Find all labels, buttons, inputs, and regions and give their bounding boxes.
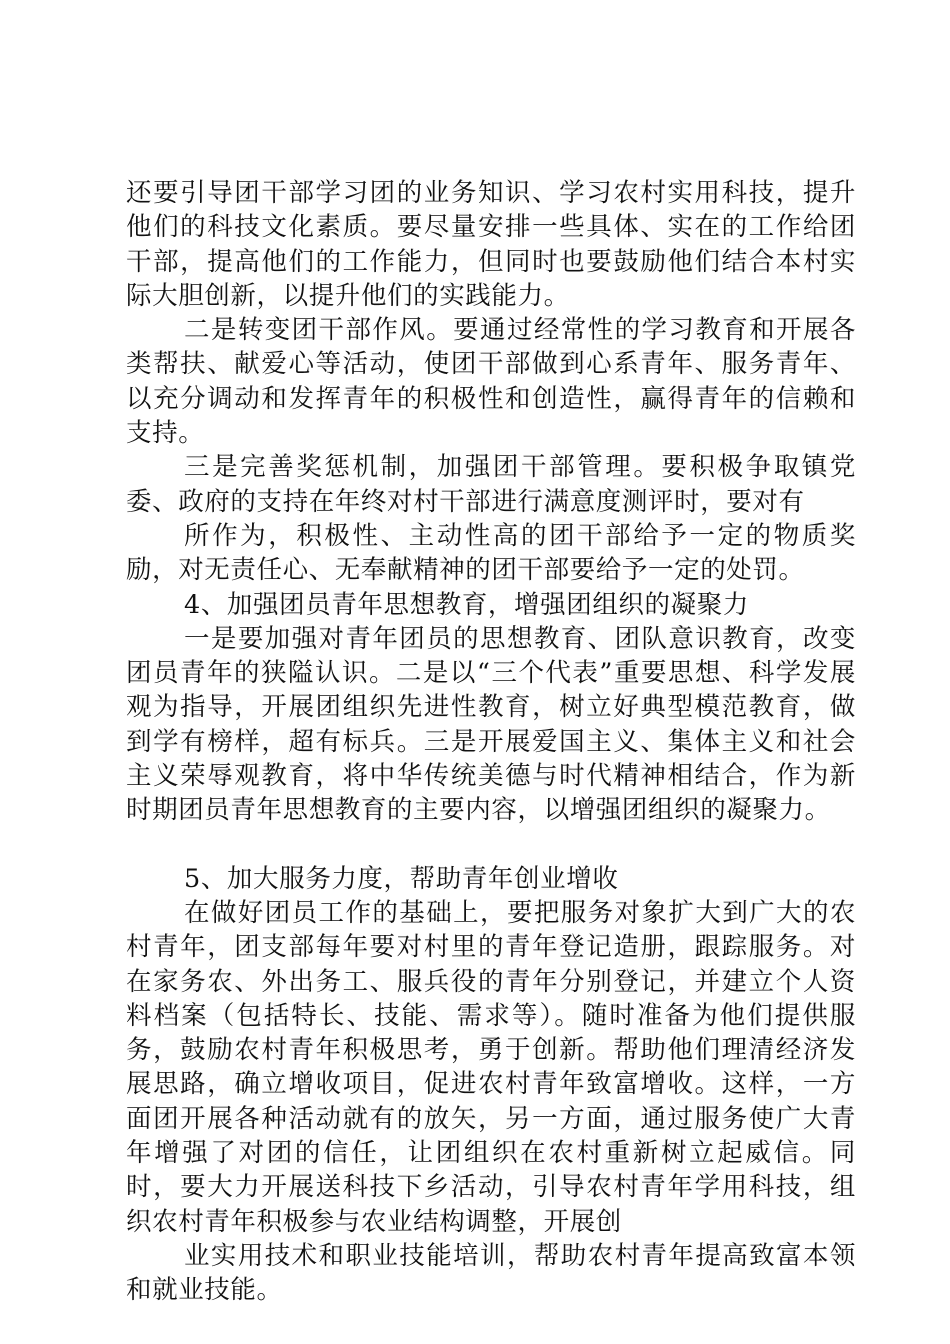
paragraph-reward-continued: 所作为，积极性、主动性高的团干部给予一定的物质奖励，对无责任心、无奉献精神的团干部要给予一定的处罚。 xyxy=(126,520,856,586)
paragraph-gap xyxy=(126,828,856,862)
paragraph-ideological-education: 一是要加强对青年团员的思想教育、团队意识教育，改变团员青年的狭隘认识。二是以“三个代表”重要思想、科学发展观为指导，开展团组织先进性教育，树立好典型模范教育，做到学有榜样，超有标兵。三是开展爱国主义、集体主义和社会主义荣辱观教育，将中华传统美德与时代精神相结合，作为新时期团员青年思想教育的主要内容，以增强团组织的凝聚力。 xyxy=(126,623,856,826)
paragraph-work-style: 二是转变团干部作风。要通过经常性的学习教育和开展各类帮扶、献爱心等活动，使团干部做到心系青年、服务青年、以充分调动和发挥青年的积极性和创造性，赢得青年的信赖和支持。 xyxy=(126,315,856,449)
paragraph-service-continued: 业实用技术和职业技能培训，帮助农村青年提高致富本领和就业技能。 xyxy=(126,1240,856,1306)
paragraph-service: 在做好团员工作的基础上，要把服务对象扩大到广大的农村青年，团支部每年要对村里的青年登记造册，跟踪服务。对在家务农、外出务工、服兵役的青年分别登记，并建立个人资料档案（包括特长、技能、需求等）。随时准备为他们提供服务，鼓励农村青年积极思考，勇于创新。帮助他们理清经济发展思路，确立增收项目，促进农村青年致富增收。这样，一方面团开展各种活动就有的放矢，另一方面，通过服务使广大青年增强了对团的信任，让团组织在农村重新树立起威信。同时，要大力开展送科技下乡活动，引导农村青年学用科技，组织农村青年积极参与农业结构调整，开展创 xyxy=(126,897,856,1237)
section-heading-5: 5、加大服务力度，帮助青年创业增收 xyxy=(184,863,619,894)
paragraph-reward-mechanism: 三是完善奖惩机制，加强团干部管理。要积极争取镇党委、政府的支持在年终对村干部进行满意度测评时，要对有 xyxy=(126,452,856,517)
section-heading-4: 4、加强团员青年思想教育，增强团组织的凝聚力 xyxy=(184,589,749,620)
paragraph-continuation: 还要引导团干部学习团的业务知识、学习农村实用科技，提升他们的科技文化素质。要尽量安排一些具体、实在的工作给团干部，提高他们的工作能力，但同时也要鼓励他们结合本村实际大胆创新，以提升他们的实践能力。 xyxy=(126,178,856,311)
document-body xyxy=(126,176,856,1308)
